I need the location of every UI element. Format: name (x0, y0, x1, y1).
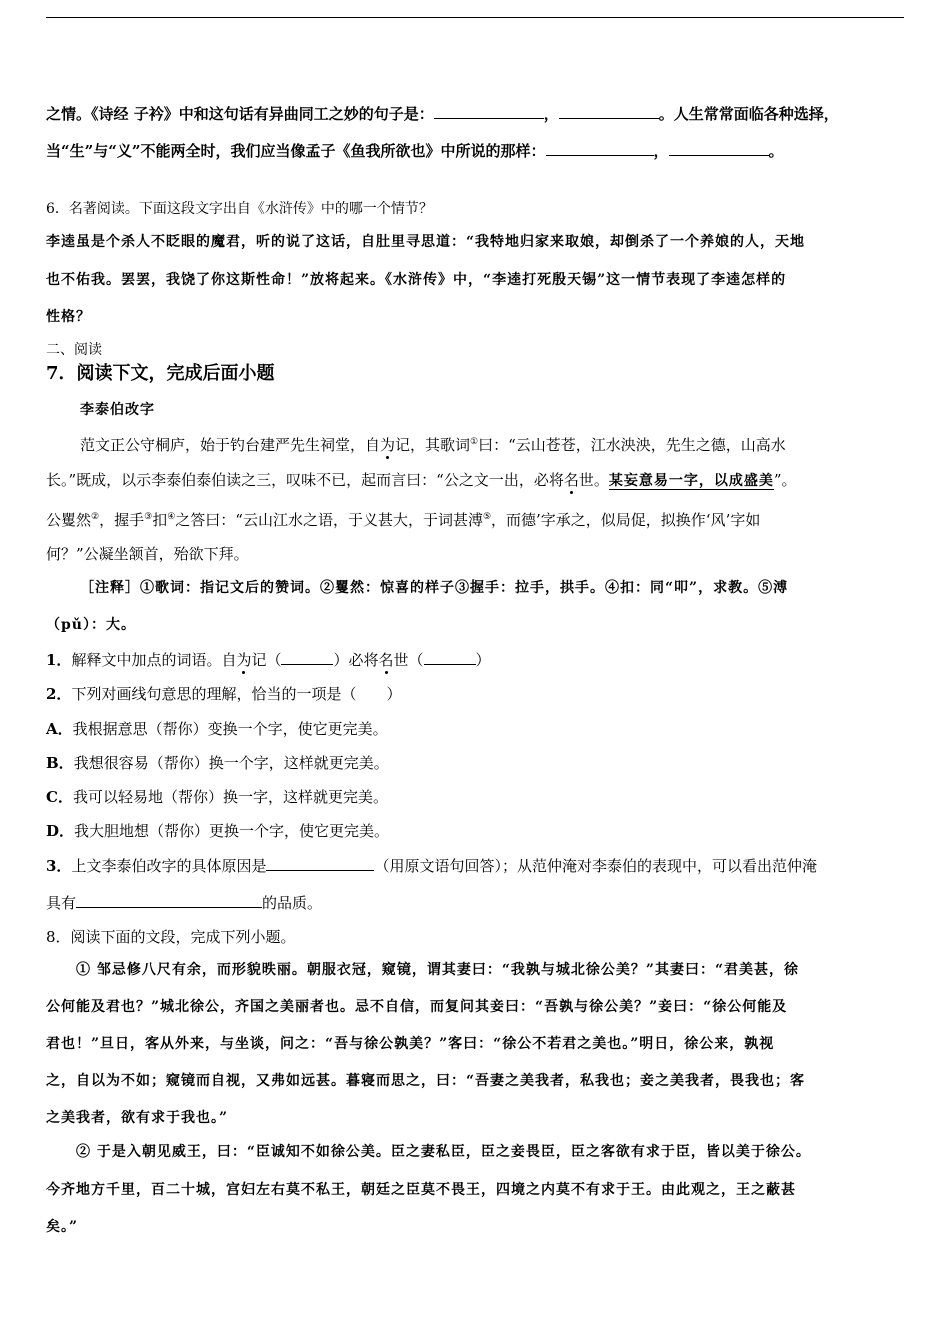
option-label: B． (46, 754, 74, 772)
passage-text: 世。 (578, 471, 609, 489)
dotted-word: 名 (378, 651, 394, 669)
answer-blank[interactable] (669, 140, 769, 156)
passage-text: 扣 (152, 511, 168, 529)
option-a[interactable] (46, 719, 388, 739)
q6-passage-line: 也不佑我。罢罢，我饶了你这斯性命！”放将起来。《水浒传》中，“李逵打死殷天锡”这一情节表现了李逵怎样的 (46, 272, 787, 288)
note-marker: ③ (144, 512, 153, 522)
option-text: 我想很容易（帮你）换一个字，这样就更完美。 (73, 754, 389, 772)
q7-sub2 (46, 684, 401, 704)
dotted-word: 名 (563, 471, 579, 489)
notes-line: ［注释］①歌词：指记文后的赞词。②矍然：惊喜的样子③握手：拉手，拱手。④扣：同“叩”，求教。⑤溥 (80, 580, 789, 596)
question-text: ） (475, 651, 491, 669)
answer-blank[interactable] (76, 892, 262, 908)
question-text: 上文李泰伯改字的具体原因是 (71, 857, 267, 875)
passage-title: 李泰伯改字 (80, 402, 155, 418)
q7-sub1 (46, 649, 491, 670)
q6-title: 6．名著阅读。下面这段文字出自《水浒传》中的哪一个情节？ (46, 201, 433, 217)
q7-sub3 (46, 855, 817, 876)
q8-passage-line: 今齐地方千里，百二十城，宫妇左右莫不私王，朝廷之臣莫不畏王，四境之内莫不有求于王。由此观之，王之蔽甚 (46, 1182, 796, 1198)
question-text: 具有 (46, 894, 77, 912)
q7-title: 7．阅读下文，完成后面小题 (46, 363, 275, 384)
option-label: C． (46, 788, 73, 806)
question-number: 3． (46, 857, 72, 875)
dotted-word: 为 (236, 651, 252, 669)
q5-line-1 (46, 103, 839, 124)
q8-title: 8．阅读下面的文段，完成下列小题。 (46, 928, 296, 946)
q6-passage-line: 性格？ (46, 309, 91, 325)
q8-passage-line: 之，自以为不如；窥镜而自视，又弗如远甚。暮寝而思之，曰：“吾妻之美我者，私我也；妾之美我者，畏我也；客 (46, 1073, 806, 1089)
note-marker: ④ (167, 512, 176, 522)
q5-text: 。人生常常面临各种选择， (658, 105, 839, 123)
notes-line: （pǔ）：大。 (46, 617, 136, 633)
passage-text: 之答曰：“云山江水之语，于义甚大，于词甚溥 (175, 511, 483, 529)
question-text: 的品质。 (262, 894, 323, 912)
question-text: （用原文语句回答）；从范仲淹对李泰伯的表现中，可以看出范仲淹 (374, 857, 817, 875)
option-c[interactable] (46, 787, 388, 807)
passage-text: ，而德’字承之，似局促，拟换作‘风’字如 (491, 511, 761, 529)
question-text: 解释文中加点的词语。自 (71, 651, 237, 669)
option-text: 我大胆地想（帮你）更换一个字，使它更完美。 (74, 822, 390, 840)
passage-line: 何？”公凝坐颔首，殆欲下拜。 (46, 545, 249, 563)
question-text: 记（ (251, 651, 282, 669)
passage-line (80, 432, 786, 455)
option-label: A． (46, 720, 73, 738)
question-text: ）必将 (333, 651, 379, 669)
q5-text: ， (653, 142, 669, 160)
answer-blank[interactable] (559, 103, 659, 119)
option-d[interactable] (46, 821, 389, 841)
passage-text: 范文正公守桐庐，始于钓台建严先生祠堂，自 (80, 436, 381, 454)
q8-passage-line: 君也！”旦日，客从外来，与坐谈，问之：“吾与徐公孰美？”客曰：“徐公不若君之美也。”明日，徐公来，孰视 (46, 1036, 775, 1052)
passage-text: ，握手 (99, 511, 145, 529)
option-text: 我根据意思（帮你）变换一个字，使它更完美。 (72, 720, 388, 738)
section-heading: 二、阅读 (46, 342, 102, 358)
question-text: 世（ (393, 651, 424, 669)
note-marker: ② (91, 512, 100, 522)
passage-text: ”。 (773, 471, 797, 489)
passage-text: 公矍然 (46, 511, 92, 529)
option-label: D． (46, 822, 75, 840)
q5-text: ， (543, 105, 559, 123)
q5-text: 之情。《诗经 子衿》中和这句话有异曲同工之妙的句子是： (46, 105, 434, 123)
q7-sub3-cont (46, 892, 322, 913)
q5-text: 。 (768, 142, 784, 160)
note-marker: ⑤ (482, 512, 492, 522)
passage-line (46, 507, 760, 530)
answer-blank[interactable] (281, 649, 333, 665)
q5-line-2 (46, 140, 784, 161)
answer-blank[interactable] (434, 103, 544, 119)
q5-text: 当“生”与“义”不能两全时，我们应当像孟子《鱼我所欲也》中所说的那样： (46, 142, 546, 160)
option-text: 我可以轻易地（帮你）换一字，这样就更完美。 (72, 788, 388, 806)
question-text: 下列对画线句意思的理解，恰当的一项是（ ） (71, 685, 402, 703)
q8-passage-line: ① 邹忌修八尺有余，而形貌昳丽。朝服衣冠，窥镜，谓其妻曰：“我孰与城北徐公美？”其妻曰：“君美甚，徐 (76, 962, 800, 978)
answer-blank[interactable] (266, 855, 374, 871)
q8-passage-line: 公何能及君也？”城北徐公，齐国之美丽者也。忌不自信，而复问其妾曰：“吾孰与徐公美？”妾曰：“徐公何能及 (46, 999, 788, 1015)
q6-passage-line: 李逵虽是个杀人不眨眼的魔君，听的说了这话，自肚里寻思道：“我特地归家来取娘，却倒杀了一个养娘的人，天地 (46, 234, 806, 250)
option-b[interactable] (46, 753, 389, 773)
dotted-word: 为 (380, 436, 396, 454)
note-marker: ① (470, 437, 479, 447)
passage-line (46, 470, 797, 491)
underlined-sentence: 某妄意易一字，以成盛美 (608, 473, 774, 489)
question-number: 2． (46, 685, 72, 703)
passage-text: 记，其歌词 (395, 436, 471, 454)
q8-passage-line: 之美我者，欲有求于我也。” (46, 1110, 229, 1126)
header-rule (46, 17, 904, 18)
answer-blank[interactable] (546, 140, 654, 156)
answer-blank[interactable] (424, 649, 476, 665)
question-number: 1． (46, 651, 72, 669)
q8-passage-line: ② 于是入朝见威王，曰：“臣诚知不如徐公美。臣之妻私臣，臣之妾畏臣，臣之客欲有求于臣，皆以美于徐公。 (76, 1144, 811, 1160)
passage-text: 长。”既成，以示李泰伯泰伯读之三，叹味不已，起而言曰：“公之文一出，必将 (46, 471, 564, 489)
passage-text: 曰：“云山苍苍，江水泱泱，先生之德，山高水 (478, 436, 786, 454)
q8-passage-line: 矣。” (46, 1219, 79, 1235)
